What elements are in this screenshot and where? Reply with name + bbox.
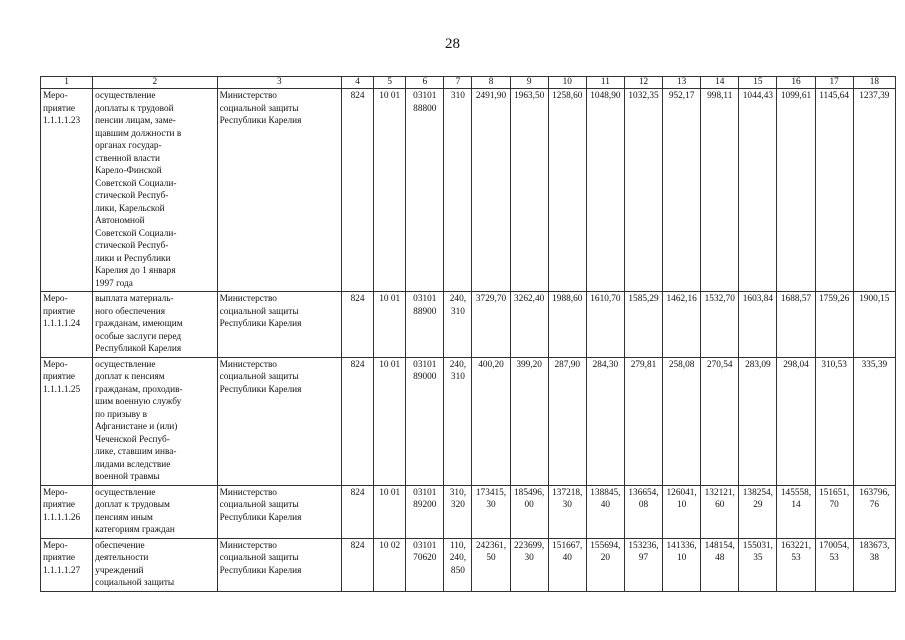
expense-type-cell: 310, 320 [444, 485, 472, 538]
ministry-cell: Министерство социальной защиты Республики Карелия [217, 538, 341, 591]
value-cell: 223699, 30 [510, 538, 548, 591]
value-cell: 136654, 08 [624, 485, 662, 538]
value-cell: 153236, 97 [624, 538, 662, 591]
expense-type-cell: 110, 240, 850 [444, 538, 472, 591]
value-cell: 1145,64 [815, 89, 853, 292]
value-cell: 132121, 60 [701, 485, 739, 538]
description-cell: осуществление доплат к трудовым пенсиям иным категориям граждан [93, 485, 217, 538]
value-cell: 1048,90 [586, 89, 624, 292]
code-cell: 824 [342, 357, 374, 485]
header-cell: 10 [548, 77, 586, 89]
ministry-cell: Министерство социальной защиты Республики Карелия [217, 89, 341, 292]
event-cell: Меро- приятие 1.1.1.1.24 [41, 292, 93, 358]
header-cell: 14 [701, 77, 739, 89]
ministry-cell: Министерство социальной защиты Республики Карелия [217, 485, 341, 538]
ministry-cell: Министерство социальной защиты Республики Карелия [217, 292, 341, 358]
value-cell: 141336, 10 [663, 538, 701, 591]
value-cell: 1988,60 [548, 292, 586, 358]
value-cell: 1585,29 [624, 292, 662, 358]
expense-type-cell: 240, 310 [444, 292, 472, 358]
value-cell: 138254, 29 [739, 485, 777, 538]
target-code-cell: 03101 89000 [406, 357, 444, 485]
ministry-cell: Министерство социальной защиты Республики Карелия [217, 357, 341, 485]
header-cell: 4 [342, 77, 374, 89]
budget-table [40, 76, 896, 592]
value-cell: 1258,60 [548, 89, 586, 292]
value-cell: 163796, 76 [853, 485, 895, 538]
value-cell: 1032,35 [624, 89, 662, 292]
event-cell: Меро- приятие 1.1.1.1.27 [41, 538, 93, 591]
value-cell: 258,08 [663, 357, 701, 485]
value-cell: 145558, 14 [777, 485, 815, 538]
description-cell: обеспечение деятельности учреждений социальной защиты [93, 538, 217, 591]
value-cell: 3729,70 [472, 292, 510, 358]
header-cell: 6 [406, 77, 444, 89]
value-cell: 287,90 [548, 357, 586, 485]
value-cell: 148154, 48 [701, 538, 739, 591]
expense-type-cell: 310 [444, 89, 472, 292]
header-cell: 7 [444, 77, 472, 89]
value-cell: 138845, 40 [586, 485, 624, 538]
value-cell: 400,20 [472, 357, 510, 485]
value-cell: 3262,40 [510, 292, 548, 358]
value-cell: 283,09 [739, 357, 777, 485]
value-cell: 155694, 20 [586, 538, 624, 591]
header-cell: 9 [510, 77, 548, 89]
table-row [41, 538, 896, 591]
section-cell: 10 01 [374, 357, 406, 485]
description-cell: осуществление доплат к пенсиям гражданам, проходив- шим военную службу по призыву в Афганистане и (или) Чеченской Респуб- лике, ставшим инва- лидами вследствие военной травмы [93, 357, 217, 485]
event-cell: Меро- приятие 1.1.1.1.23 [41, 89, 93, 292]
value-cell: 242361, 50 [472, 538, 510, 591]
value-cell: 185496, 00 [510, 485, 548, 538]
value-cell: 163221, 53 [777, 538, 815, 591]
value-cell: 1963,50 [510, 89, 548, 292]
value-cell: 284,30 [586, 357, 624, 485]
header-cell: 1 [41, 77, 93, 89]
table-row [41, 292, 896, 358]
header-cell: 3 [217, 77, 341, 89]
table-row [41, 485, 896, 538]
value-cell: 170054, 53 [815, 538, 853, 591]
value-cell: 1759,26 [815, 292, 853, 358]
header-cell: 13 [663, 77, 701, 89]
event-cell: Меро- приятие 1.1.1.1.26 [41, 485, 93, 538]
header-cell: 2 [93, 77, 217, 89]
value-cell: 126041, 10 [663, 485, 701, 538]
value-cell: 998,11 [701, 89, 739, 292]
expense-type-cell: 240, 310 [444, 357, 472, 485]
value-cell: 137218, 30 [548, 485, 586, 538]
value-cell: 1462,16 [663, 292, 701, 358]
value-cell: 270,54 [701, 357, 739, 485]
value-cell: 335,39 [853, 357, 895, 485]
section-cell: 10 01 [374, 292, 406, 358]
table-row [41, 357, 896, 485]
code-cell: 824 [342, 485, 374, 538]
description-cell: осуществление доплаты к трудовой пенсии лицам, заме- щавшим должности в органах государ- ственной власти Карело-Финской Советской Социали- стической Респуб- лики, Карельской Автономной Советской Социали- стической Респуб- лики и Республики Карелия до 1 января 1997 года [93, 89, 217, 292]
event-cell: Меро- приятие 1.1.1.1.25 [41, 357, 93, 485]
value-cell: 1237,39 [853, 89, 895, 292]
value-cell: 279,81 [624, 357, 662, 485]
header-cell: 11 [586, 77, 624, 89]
header-cell: 15 [739, 77, 777, 89]
section-cell: 10 01 [374, 485, 406, 538]
header-row [41, 77, 896, 89]
value-cell: 1532,70 [701, 292, 739, 358]
value-cell: 1688,57 [777, 292, 815, 358]
value-cell: 183673, 38 [853, 538, 895, 591]
value-cell: 399,20 [510, 357, 548, 485]
value-cell: 1603,84 [739, 292, 777, 358]
value-cell: 1610,70 [586, 292, 624, 358]
value-cell: 151651, 70 [815, 485, 853, 538]
code-cell: 824 [342, 538, 374, 591]
header-cell: 8 [472, 77, 510, 89]
section-cell: 10 02 [374, 538, 406, 591]
value-cell: 310,53 [815, 357, 853, 485]
section-cell: 10 01 [374, 89, 406, 292]
target-code-cell: 03101 88900 [406, 292, 444, 358]
value-cell: 952,17 [663, 89, 701, 292]
code-cell: 824 [342, 89, 374, 292]
header-cell: 12 [624, 77, 662, 89]
value-cell: 1900,15 [853, 292, 895, 358]
description-cell: выплата материаль- ного обеспечения гражданам, имеющим особые заслуги перед Республикой Карелия [93, 292, 217, 358]
target-code-cell: 03101 88800 [406, 89, 444, 292]
header-cell: 5 [374, 77, 406, 89]
header-cell: 18 [853, 77, 895, 89]
page-number: 28 [445, 36, 460, 52]
table-row [41, 89, 896, 292]
code-cell: 824 [342, 292, 374, 358]
value-cell: 298,04 [777, 357, 815, 485]
target-code-cell: 03101 89200 [406, 485, 444, 538]
value-cell: 1099,61 [777, 89, 815, 292]
header-cell: 16 [777, 77, 815, 89]
header-cell: 17 [815, 77, 853, 89]
value-cell: 173415, 30 [472, 485, 510, 538]
value-cell: 151667, 40 [548, 538, 586, 591]
target-code-cell: 03101 70620 [406, 538, 444, 591]
value-cell: 155031, 35 [739, 538, 777, 591]
value-cell: 1044,43 [739, 89, 777, 292]
value-cell: 2491,90 [472, 89, 510, 292]
